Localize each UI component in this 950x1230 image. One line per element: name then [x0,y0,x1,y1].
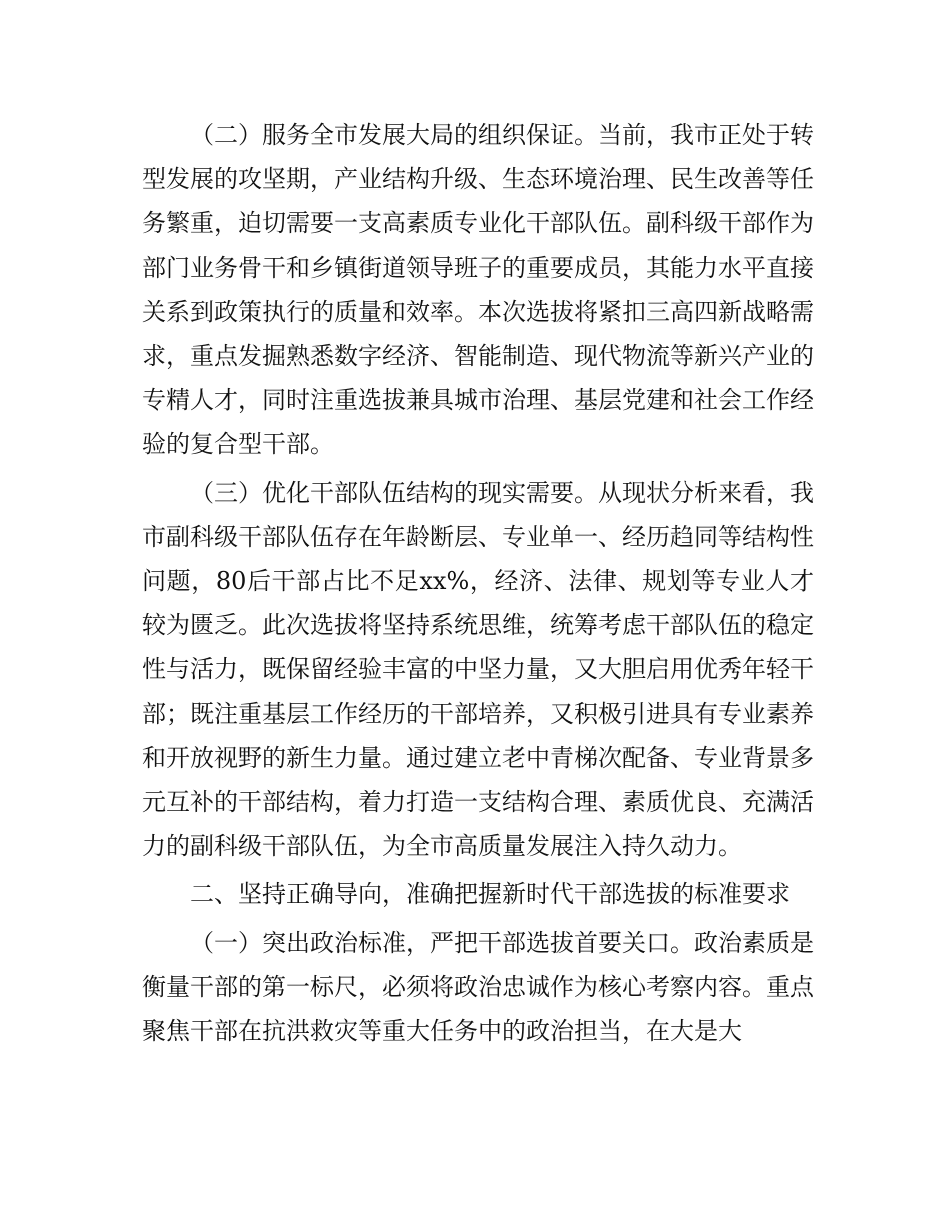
paragraph-optimize-structure: （三）优化干部队伍结构的现实需要。从现状分析来看，我市副科级干部队伍存在年龄断层、专业单一、经历趋同等结构性问题，80后干部占比不足xx%，经济、法律、规划等专业人才较为匮乏。此次选拔将坚持系统思维，统筹考虑干部队伍的稳定性与活力，既保留经验丰富的中坚力量，又大胆启用优秀年轻干部；既注重基层工作经历的干部培养，又积极引进具有专业素养和开放视野的新生力量。通过建立老中青梯次配备、专业背景多元互补的干部结构，着力打造一支结构合理、素质优良、充满活力的副科级干部队伍，为全市高质量发展注入持久动力。 [142,478,814,861]
section-heading-selection-standards: 二、坚持正确导向，准确把握新时代干部选拔的标准要求 [190,880,790,909]
paragraph-political-standard: （一）突出政治标准，严把干部选拔首要关口。政治素质是衡量干部的第一标尺，必须将政治忠诚作为核心考察内容。重点聚焦干部在抗洪救灾等重大任务中的政治担当，在大是大 [142,928,814,1046]
paragraph-organizational-guarantee: （二）服务全市发展大局的组织保证。当前，我市正处于转型发展的攻坚期，产业结构升级、生态环境治理、民生改善等任务繁重，迫切需要一支高素质专业化干部队伍。副科级干部作为部门业务骨干和乡镇街道领导班子的重要成员，其能力水平直接关系到政策执行的质量和效率。本次选拔将紧扣三高四新战略需求，重点发掘熟悉数字经济、智能制造、现代物流等新兴产业的专精人才，同时注重选拔兼具城市治理、基层党建和社会工作经验的复合型干部。 [142,121,814,459]
document-body [142,113,814,1053]
